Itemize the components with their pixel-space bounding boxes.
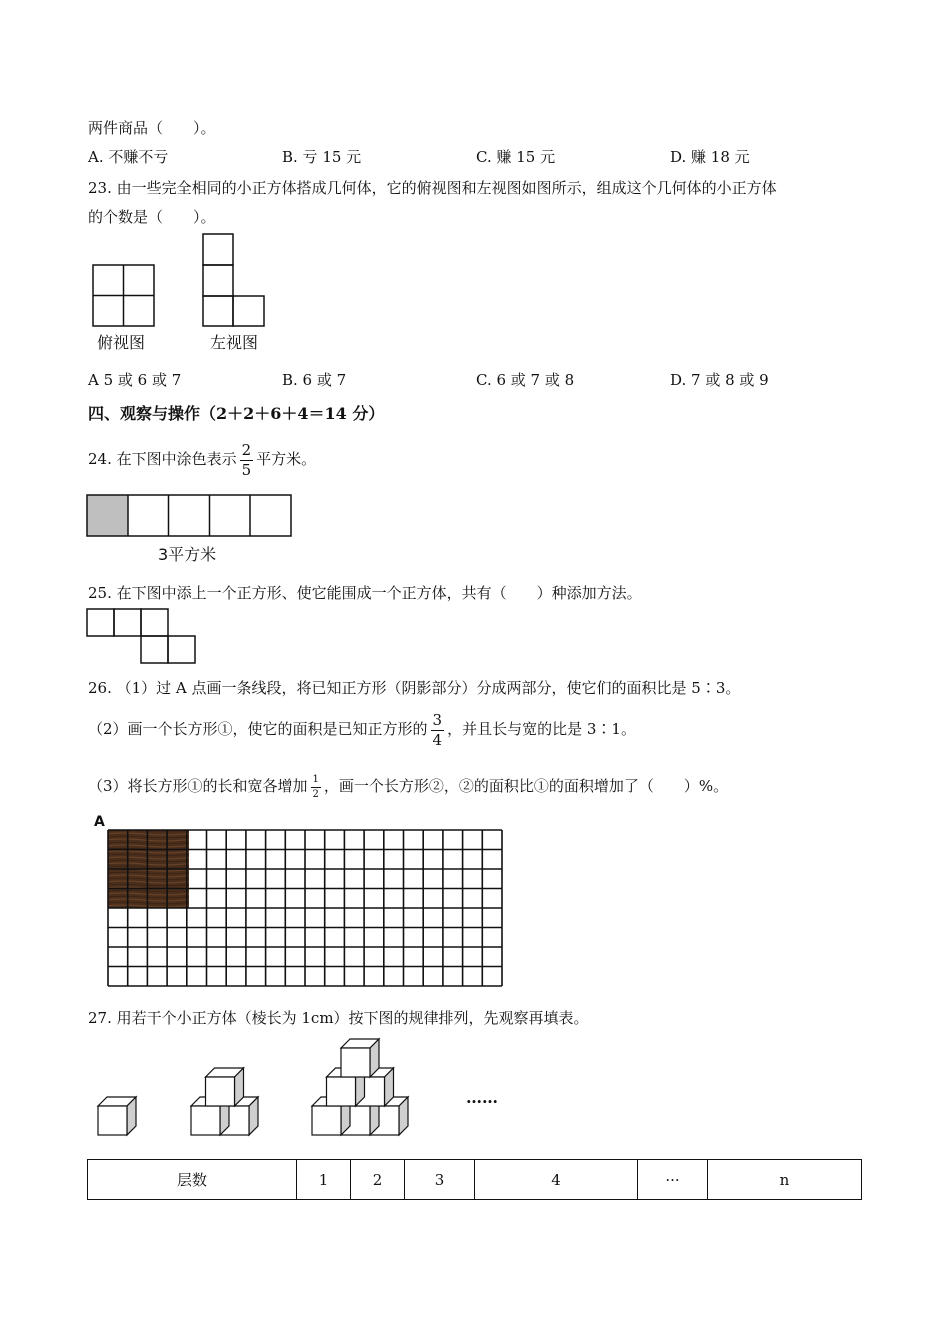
q26-part3 <box>88 766 728 806</box>
q23-option-c: C. 6 或 7 或 8 <box>476 371 575 389</box>
left-view <box>203 234 264 326</box>
q26-part2 <box>88 704 636 754</box>
table-header-4: 4 <box>475 1160 638 1200</box>
q26-part2-suffix: ，并且长与宽的比是 3∶1。 <box>447 720 636 738</box>
q26-part2-prefix: （2）画一个长方形①，使它的面积是已知正方形的 <box>88 720 428 738</box>
section-title: 四、观察与操作（2＋2＋6＋4＝14 分） <box>88 404 385 423</box>
q25-net-figure <box>86 608 198 666</box>
q23-option-a: A 5 或 6 或 7 <box>88 371 182 389</box>
q23-option-d: D. 7 或 8 或 9 <box>670 371 769 389</box>
q24-prefix: 24. 在下图中涂色表示 <box>88 450 237 468</box>
q23-line2: 的个数是（ ）。 <box>88 208 216 226</box>
q23-line1: 23. 由一些完全相同的小正方体搭成几何体，它的俯视图和左视图如图所示，组成这个几何体的小正方体 <box>88 179 777 197</box>
cube <box>206 1068 244 1106</box>
table-header-ellipsis: ··· <box>638 1160 708 1200</box>
q26-part2-fraction <box>431 710 445 749</box>
table-row <box>88 1160 862 1200</box>
q26-part3-prefix: （3）将长方形①的长和宽各增加 <box>88 777 308 795</box>
q25-text: 25. 在下图中添上一个正方形、使它能围成一个正方体，共有（ ）种添加方法。 <box>88 584 642 602</box>
q24-fraction <box>240 440 254 479</box>
q26-part2-frac-den: 4 <box>432 730 443 749</box>
table-header-layers: 层数 <box>88 1160 297 1200</box>
shaded-part <box>87 495 128 536</box>
cube <box>341 1039 379 1077</box>
q22-option-c: C. 赚 15 元 <box>476 148 556 166</box>
q26-grid <box>104 826 506 990</box>
table-header-3: 3 <box>405 1160 475 1200</box>
left-view-label: 左视图 <box>210 333 259 352</box>
q27-cube-figures <box>90 1036 430 1142</box>
table-header-2: 2 <box>351 1160 405 1200</box>
q22-option-b: B. 亏 15 元 <box>282 148 362 166</box>
q26-part3-frac-den: 2 <box>312 788 319 800</box>
q26-part3-frac-num: 1 <box>311 775 321 788</box>
cube <box>98 1097 136 1135</box>
q23-option-b: B. 6 或 7 <box>282 371 347 389</box>
q24-text <box>88 434 316 484</box>
q24-frac-den: 5 <box>241 460 252 479</box>
q22-option-d: D. 赚 18 元 <box>670 148 750 166</box>
q27-ellipsis: …… <box>466 1088 498 1107</box>
q22-option-a: A. 不赚不亏 <box>88 148 169 166</box>
q27-text: 27. 用若干个小正方体（棱长为 1cm）按下图的规律排列，先观察再填表。 <box>88 1009 589 1027</box>
q26-part3-fraction <box>311 775 321 800</box>
q24-suffix: 平方米。 <box>256 450 317 468</box>
table-header-n: n <box>708 1160 862 1200</box>
q26-part3-suffix: ，画一个长方形②，②的面积比①的面积增加了（ ）%。 <box>323 777 729 795</box>
q24-frac-num: 2 <box>241 440 252 459</box>
table-header-1: 1 <box>297 1160 351 1200</box>
q26-part1: 26. （1）过 A 点画一条线段，将已知正方形（阴影部分）分成两部分，使它们的面积比是 5∶3。 <box>88 679 741 697</box>
q26-part2-frac-num: 3 <box>432 710 443 729</box>
q22-stem-tail: 两件商品（ ）。 <box>88 119 216 137</box>
q24-strip <box>86 494 294 538</box>
point-a-label: A <box>94 814 105 830</box>
top-view <box>93 265 154 326</box>
q24-strip-label: 3平方米 <box>158 545 217 564</box>
q27-table <box>87 1159 862 1200</box>
q23-views-figure <box>88 230 278 330</box>
top-view-label: 俯视图 <box>97 333 146 352</box>
